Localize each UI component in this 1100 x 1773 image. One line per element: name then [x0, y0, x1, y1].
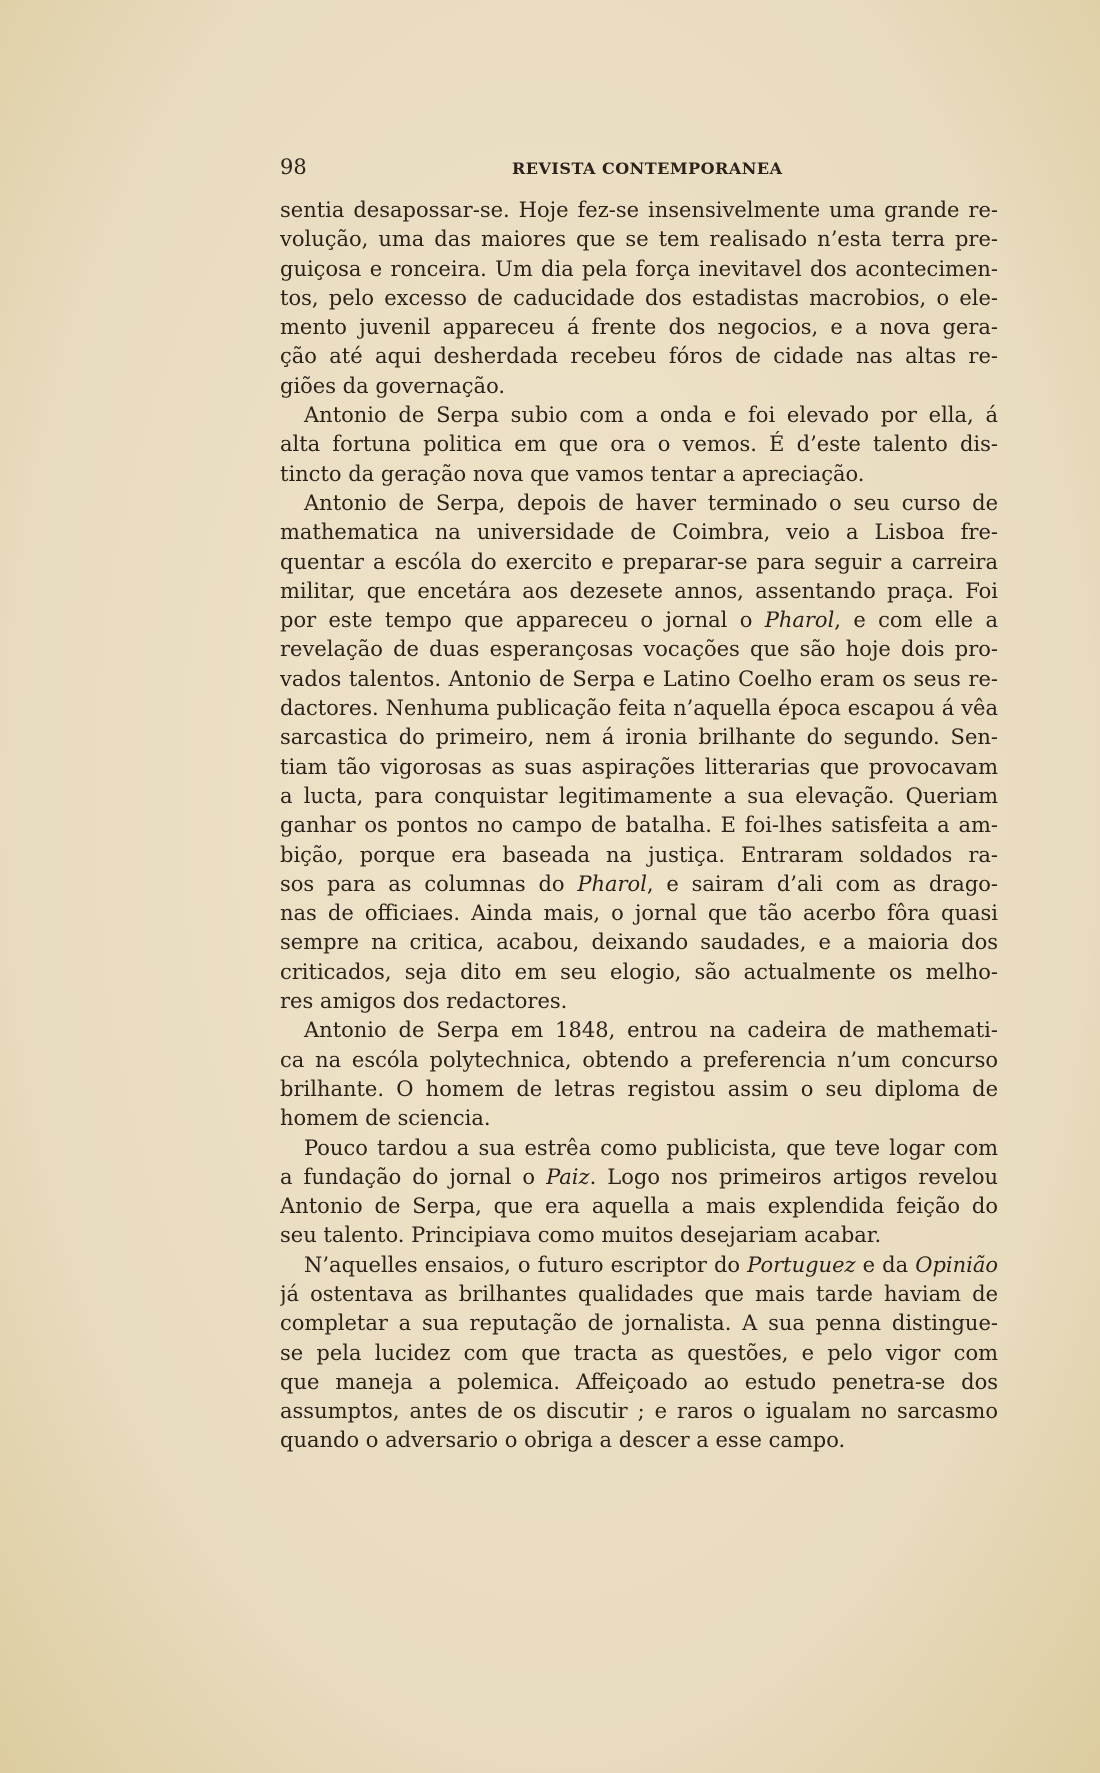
text-line: tiam tão vigorosas as suas aspirações litterarias que provocavam	[280, 754, 998, 779]
text-line: se pela lucidez com que tracta as questões, e pelo vigor com	[280, 1340, 998, 1365]
text-line: brilhante. O homem de letras registou assim o seu diploma de	[280, 1076, 998, 1101]
text-line: tos, pelo excesso de caducidade dos estadistas macrobios, o ele-	[280, 285, 998, 310]
text-line: guiçosa e ronceira. Um dia pela força inevitavel dos acontecimen-	[280, 256, 998, 281]
text-line: por este tempo que appareceu o jornal o Pharol, e com elle a	[280, 608, 998, 633]
text-line: Antonio de Serpa, depois de haver terminado o seu curso de	[304, 490, 998, 515]
text-line: N’aquelles ensaios, o futuro escriptor do Portuguez e da Opinião	[304, 1252, 998, 1277]
text-line: assumptos, antes de os discutir ; e raros o igualam no sarcasmo	[280, 1399, 998, 1424]
text-line: criticados, seja dito em seu elogio, são actualmente os melho-	[280, 959, 998, 984]
text-line: sempre na critica, acabou, deixando saudades, e a maioria dos	[280, 930, 998, 955]
text-line: militar, que encetára aos dezesete annos, assentando praça. Foi	[280, 578, 998, 603]
text-line: completar a sua reputação de jornalista. A sua penna distingue-	[280, 1311, 998, 1336]
text-line: Antonio de Serpa, que era aquella a mais explendida feição do	[280, 1194, 998, 1219]
page-number: 98	[280, 155, 307, 179]
text-line: bição, porque era baseada na justiça. Entraram soldados ra-	[280, 842, 998, 867]
text-line: ção até aqui desherdada recebeu fóros de cidade nas altas re-	[280, 344, 998, 369]
text-line: seu talento. Principiava como muitos desejariam acabar.	[280, 1223, 882, 1248]
text-line: tincto da geração nova que vamos tentar a apreciação.	[280, 461, 865, 486]
paragraph	[280, 1251, 998, 1456]
text-line: alta fortuna politica em que ora o vemos. É d’este talento dis-	[280, 432, 998, 457]
text-line: a lucta, para conquistar legitimamente a sua elevação. Queriam	[280, 783, 998, 808]
text-line: quentar a escóla do exercito e preparar-se para seguir a carreira	[280, 549, 998, 574]
text-line: mathematica na universidade de Coimbra, veio a Lisboa fre-	[280, 520, 998, 545]
text-line: Antonio de Serpa em 1848, entrou na cadeira de mathemati-	[304, 1018, 998, 1043]
text-line: a fundação do jornal o Paiz. Logo nos primeiros artigos revelou	[280, 1164, 998, 1189]
text-line: giões da governação.	[280, 373, 506, 398]
paragraph	[280, 196, 998, 401]
paragraph	[280, 1134, 998, 1251]
text-line: homem de sciencia.	[280, 1106, 491, 1131]
text-line: quando o adversario o obriga a descer a esse campo.	[280, 1428, 846, 1453]
text-line: Pouco tardou a sua estrêa como publicista, que teve logar com	[304, 1135, 998, 1160]
text-line: que maneja a polemica. Affeiçoado ao estudo penetra-se dos	[280, 1369, 998, 1394]
text-line: sarcastica do primeiro, nem á ironia brilhante do segundo. Sen-	[280, 725, 998, 750]
paragraph	[280, 489, 998, 1016]
paragraph	[280, 1016, 998, 1133]
text-line: vados talentos. Antonio de Serpa e Latino Coelho eram os seus re-	[280, 666, 998, 691]
page-header	[280, 155, 998, 185]
text-line: Antonio de Serpa subio com a onda e foi elevado por ella, á	[304, 403, 998, 428]
text-line: volução, uma das maiores que se tem realisado n’esta terra pre-	[280, 227, 998, 252]
text-line: ca na escóla polytechnica, obtendo a preferencia n’um concurso	[280, 1047, 998, 1072]
body-text	[280, 196, 998, 1456]
text-line: sos para as columnas do Pharol, e sairam d’ali com as drago-	[280, 871, 998, 896]
text-line: já ostentava as brilhantes qualidades que mais tarde haviam de	[280, 1281, 998, 1306]
running-title: REVISTA CONTEMPORANEA	[512, 159, 783, 178]
text-line: dactores. Nenhuma publicação feita n’aquella época escapou á vêa	[280, 696, 998, 721]
paragraph	[280, 401, 998, 489]
text-line: ganhar os pontos no campo de batalha. E foi-lhes satisfeita a am-	[280, 813, 998, 838]
text-line: mento juvenil appareceu á frente dos negocios, e a nova gera-	[280, 315, 998, 340]
text-line: nas de officiaes. Ainda mais, o jornal que tão acerbo fôra quasi	[280, 901, 998, 926]
text-line: res amigos dos redactores.	[280, 989, 568, 1014]
text-line: sentia desapossar-se. Hoje fez-se insensivelmente uma grande re-	[280, 198, 998, 222]
text-line: revelação de duas esperançosas vocações que são hoje dois pro-	[280, 637, 998, 662]
